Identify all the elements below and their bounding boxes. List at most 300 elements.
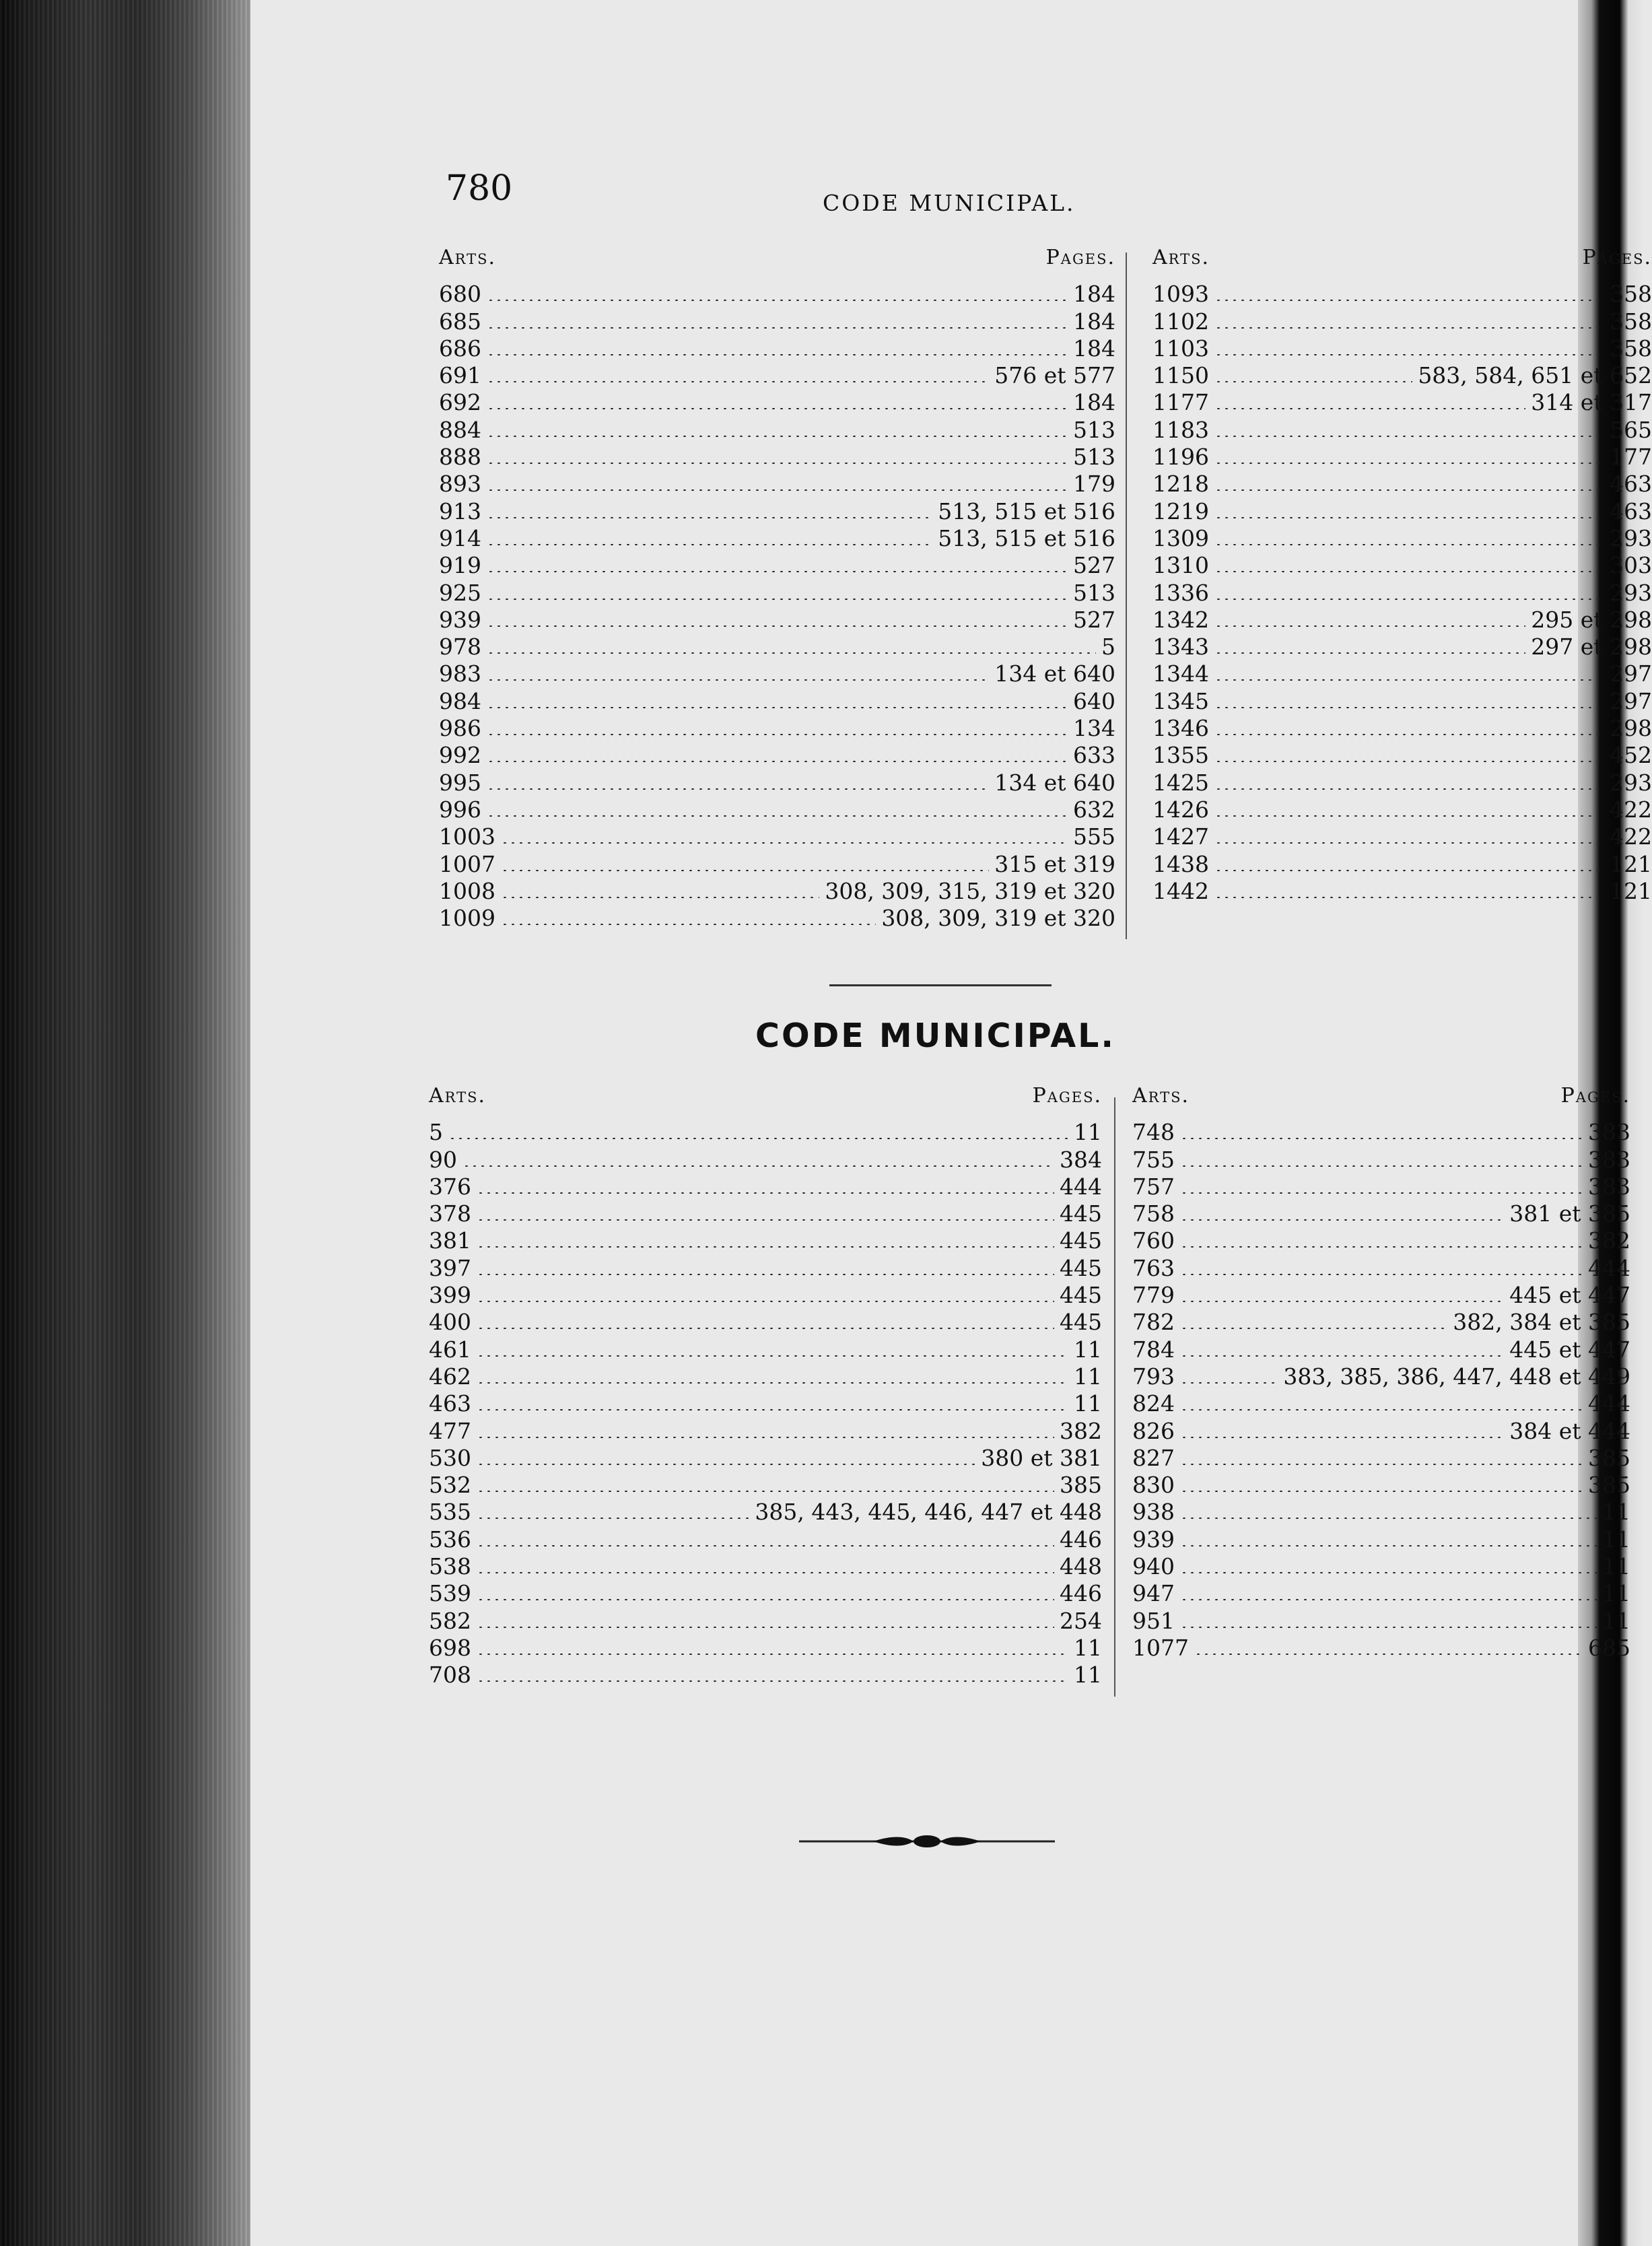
page-reference: 179 <box>1073 471 1115 498</box>
article-number: 692 <box>439 389 481 416</box>
article-number: 1342 <box>1152 606 1209 633</box>
article-number: 378 <box>429 1200 471 1227</box>
index-row <box>429 1363 1102 1390</box>
dot-leader <box>477 1437 1054 1438</box>
article-number: 784 <box>1132 1336 1175 1363</box>
page-reference: 254 <box>1060 1607 1102 1634</box>
article-number: 884 <box>439 416 481 443</box>
article-number: 779 <box>1132 1282 1175 1309</box>
page-reference: 11 <box>1074 1634 1102 1661</box>
page-reference: 11 <box>1602 1526 1630 1553</box>
dot-leader <box>487 571 1068 572</box>
page-reference: 380 et 381 <box>981 1444 1102 1471</box>
dot-leader <box>1214 354 1604 355</box>
index-row <box>429 1146 1102 1173</box>
index-row <box>1152 796 1652 823</box>
index-row <box>1152 335 1652 362</box>
page-reference: 513 <box>1073 416 1115 443</box>
article-number: 90 <box>429 1146 457 1173</box>
page-reference: 293 <box>1610 579 1652 606</box>
article-number: 755 <box>1132 1146 1175 1173</box>
page-reference: 134 <box>1073 715 1115 742</box>
page-reference: 11 <box>1602 1607 1630 1634</box>
index-row <box>439 416 1115 443</box>
index-row <box>1132 1553 1630 1580</box>
page-reference: 452 <box>1610 742 1652 769</box>
index-row <box>439 471 1115 498</box>
article-number: 1309 <box>1152 524 1209 551</box>
article-number: 951 <box>1132 1607 1175 1634</box>
article-number: 758 <box>1132 1200 1175 1227</box>
dot-leader <box>1214 707 1604 708</box>
index-row <box>439 579 1115 606</box>
page-reference: 184 <box>1073 308 1115 335</box>
dot-leader <box>1214 463 1604 464</box>
page-reference: 381 et 385 <box>1509 1200 1630 1227</box>
article-number: 1102 <box>1152 308 1209 335</box>
dot-leader <box>1180 1409 1583 1410</box>
page-reference: 295 et 298 <box>1531 606 1652 633</box>
page-reference: 385, 443, 445, 446, 447 et 448 <box>755 1499 1102 1526</box>
dot-leader <box>501 924 876 925</box>
article-number: 914 <box>439 524 481 551</box>
dot-leader <box>1214 381 1412 382</box>
dot-leader <box>477 1382 1068 1384</box>
article-number: 680 <box>439 281 481 308</box>
article-number: 983 <box>439 660 481 687</box>
pages-header: Pages. <box>1560 1084 1630 1108</box>
article-number: 1218 <box>1152 471 1209 498</box>
dot-leader <box>1214 842 1604 844</box>
page-reference: 445 et 447 <box>1509 1336 1630 1363</box>
article-number: 1346 <box>1152 715 1209 742</box>
index-row <box>439 498 1115 524</box>
page-reference: 444 <box>1588 1390 1630 1417</box>
page-reference: 444 <box>1588 1254 1630 1281</box>
page-reference: 384 et 444 <box>1509 1417 1630 1444</box>
dot-leader <box>1214 734 1604 735</box>
article-number: 830 <box>1132 1472 1175 1499</box>
page-reference: 583, 584, 651 et 652 <box>1418 362 1652 389</box>
article-number: 1196 <box>1152 444 1209 471</box>
page-reference: 685 <box>1588 1634 1630 1661</box>
top-right-column <box>1152 246 1652 905</box>
index-row <box>439 715 1115 742</box>
article-number: 1425 <box>1152 769 1209 796</box>
index-row <box>1132 1526 1630 1553</box>
dot-leader <box>1180 1192 1583 1194</box>
page-reference: 445 et 447 <box>1509 1282 1630 1309</box>
article-number: 1336 <box>1152 579 1209 606</box>
dot-leader <box>487 788 989 790</box>
dot-leader <box>477 1301 1054 1302</box>
article-number: 925 <box>439 579 481 606</box>
index-row <box>1152 498 1652 524</box>
index-row <box>1152 715 1652 742</box>
article-number: 984 <box>439 687 481 714</box>
article-number: 539 <box>429 1580 471 1607</box>
page-reference: 297 <box>1610 687 1652 714</box>
article-number: 939 <box>439 606 481 633</box>
dot-leader <box>477 1464 975 1465</box>
article-number: 530 <box>429 1444 471 1471</box>
page-reference: 11 <box>1074 1336 1102 1363</box>
index-row <box>439 850 1115 877</box>
book-page <box>250 0 1652 2246</box>
article-number: 462 <box>429 1363 471 1390</box>
article-number: 1426 <box>1152 796 1209 823</box>
article-number: 1183 <box>1152 416 1209 443</box>
column-header <box>1152 246 1652 281</box>
page-reference: 184 <box>1073 389 1115 416</box>
page-reference: 382 <box>1060 1417 1102 1444</box>
article-number: 748 <box>1132 1119 1175 1146</box>
article-number: 698 <box>429 1634 471 1661</box>
index-row <box>439 823 1115 850</box>
dot-leader <box>501 842 1068 844</box>
index-row <box>1132 1390 1630 1417</box>
page-reference: 422 <box>1610 823 1652 850</box>
dot-leader <box>1180 1355 1504 1357</box>
dot-leader <box>477 1192 1054 1194</box>
dot-leader <box>1180 1274 1583 1275</box>
article-number: 995 <box>439 769 481 796</box>
dot-leader <box>1180 1627 1597 1628</box>
index-row <box>429 1254 1102 1281</box>
page-reference: 303 <box>1610 552 1652 579</box>
index-row <box>1152 552 1652 579</box>
dot-leader <box>477 1572 1054 1573</box>
column-divider <box>1114 1097 1115 1697</box>
page-reference: 382, 384 et 385 <box>1453 1309 1630 1336</box>
index-row <box>439 607 1115 634</box>
dot-leader <box>462 1165 1054 1167</box>
page-reference: 11 <box>1602 1499 1630 1526</box>
article-number: 1438 <box>1152 850 1209 877</box>
article-number: 5 <box>429 1119 443 1146</box>
index-row <box>429 1499 1102 1526</box>
index-row <box>1152 444 1652 471</box>
index-row <box>439 552 1115 579</box>
article-number: 1343 <box>1152 634 1209 660</box>
dot-leader <box>477 1409 1068 1410</box>
article-number: 397 <box>429 1254 471 1281</box>
index-row <box>429 1580 1102 1607</box>
page-reference: 358 <box>1610 335 1652 362</box>
index-row <box>1132 1472 1630 1499</box>
page-reference: 315 et 319 <box>994 850 1115 877</box>
index-row <box>1152 471 1652 498</box>
article-number: 992 <box>439 742 481 769</box>
page-reference: 293 <box>1610 524 1652 551</box>
index-row <box>1152 607 1652 634</box>
arts-header: Arts. <box>429 1084 487 1108</box>
page-reference: 297 et 298 <box>1531 634 1652 660</box>
dot-leader <box>448 1138 1068 1139</box>
index-row <box>1132 1336 1630 1363</box>
article-number: 1103 <box>1152 335 1209 362</box>
dot-leader <box>1180 1464 1583 1465</box>
index-rows <box>429 1119 1102 1689</box>
dot-leader <box>1214 788 1604 790</box>
page-reference: 422 <box>1610 796 1652 823</box>
article-number: 477 <box>429 1417 471 1444</box>
article-number: 1150 <box>1152 362 1209 389</box>
dot-leader <box>487 300 1068 301</box>
index-row <box>1132 1173 1630 1200</box>
page-reference: 527 <box>1073 606 1115 633</box>
index-row <box>429 1390 1102 1417</box>
dot-leader <box>1180 1165 1583 1167</box>
page-reference: 298 <box>1610 715 1652 742</box>
article-number: 826 <box>1132 1417 1175 1444</box>
index-row <box>1132 1254 1630 1281</box>
page-reference: 134 et 640 <box>994 660 1115 687</box>
index-row <box>1152 687 1652 714</box>
article-number: 824 <box>1132 1390 1175 1417</box>
dot-leader <box>487 761 1068 762</box>
dot-leader <box>1214 815 1604 817</box>
page-reference: 633 <box>1073 742 1115 769</box>
article-number: 536 <box>429 1526 471 1553</box>
article-number: 1442 <box>1152 877 1209 904</box>
dot-leader <box>1180 1138 1583 1139</box>
top-left-column <box>439 246 1115 932</box>
page-reference: 11 <box>1602 1580 1630 1607</box>
pages-header: Pages. <box>1045 246 1115 269</box>
article-number: 1427 <box>1152 823 1209 850</box>
index-row <box>1152 389 1652 416</box>
dot-leader <box>487 625 1068 627</box>
column-header <box>429 1084 1102 1119</box>
pages-header: Pages. <box>1032 1084 1102 1108</box>
index-row <box>429 1662 1102 1689</box>
article-number: 939 <box>1132 1526 1175 1553</box>
page-reference: 358 <box>1610 308 1652 335</box>
page-reference: 446 <box>1060 1580 1102 1607</box>
index-row <box>1132 1607 1630 1634</box>
index-row <box>1152 281 1652 308</box>
index-row <box>439 308 1115 335</box>
page-reference: 121 <box>1610 850 1652 877</box>
article-number: 686 <box>439 335 481 362</box>
page-reference: 134 et 640 <box>994 769 1115 796</box>
index-row <box>1152 579 1652 606</box>
article-number: 1219 <box>1152 498 1209 524</box>
article-number: 1093 <box>1152 281 1209 308</box>
section-title: CODE MUNICIPAL. <box>755 1017 1115 1055</box>
page-reference: 11 <box>1074 1363 1102 1390</box>
column-divider <box>1126 252 1127 939</box>
dot-leader <box>1194 1654 1583 1655</box>
arts-header: Arts. <box>439 246 497 269</box>
page-reference: 184 <box>1073 281 1115 308</box>
index-row <box>429 1526 1102 1553</box>
dot-leader <box>1214 544 1604 545</box>
page-reference: 513 <box>1073 444 1115 471</box>
running-head: CODE MUNICIPAL. <box>823 190 1076 216</box>
article-number: 996 <box>439 796 481 823</box>
page-reference: 358 <box>1610 281 1652 308</box>
index-row <box>429 1282 1102 1309</box>
article-number: 1355 <box>1152 742 1209 769</box>
index-row <box>439 335 1115 362</box>
dot-leader <box>477 1654 1068 1655</box>
page-reference: 11 <box>1074 1662 1102 1689</box>
index-row <box>439 525 1115 552</box>
dot-leader <box>487 652 1096 654</box>
page-reference: 297 <box>1610 660 1652 687</box>
dot-leader <box>487 463 1068 464</box>
page-reference: 445 <box>1060 1227 1102 1254</box>
index-row <box>1132 1635 1630 1662</box>
article-number: 1077 <box>1132 1634 1189 1661</box>
index-row <box>429 1445 1102 1472</box>
dot-leader <box>1214 679 1604 681</box>
dot-leader <box>1214 652 1525 654</box>
article-number: 538 <box>429 1553 471 1580</box>
article-number: 978 <box>439 634 481 660</box>
page-reference: 383 <box>1588 1173 1630 1200</box>
article-number: 1344 <box>1152 660 1209 687</box>
index-rows <box>1152 281 1652 905</box>
article-number: 1177 <box>1152 389 1209 416</box>
index-row <box>429 1173 1102 1200</box>
dot-leader <box>1214 489 1604 491</box>
page-reference: 385 <box>1588 1472 1630 1499</box>
article-number: 1009 <box>439 905 495 932</box>
page-reference: 121 <box>1610 877 1652 904</box>
top-index-table <box>439 246 1652 946</box>
dot-leader <box>487 599 1068 600</box>
dot-leader <box>487 354 1068 355</box>
article-number: 1008 <box>439 877 495 904</box>
page-reference: 576 et 577 <box>994 362 1115 389</box>
page-reference: 513 <box>1073 579 1115 606</box>
dot-leader <box>1180 1518 1597 1519</box>
index-row <box>1152 308 1652 335</box>
dot-leader <box>477 1328 1054 1329</box>
dot-leader <box>1214 408 1525 409</box>
dot-leader <box>487 815 1068 817</box>
dot-leader <box>501 897 819 898</box>
page-reference: 177 <box>1610 444 1652 471</box>
dot-leader <box>1214 327 1604 329</box>
page-reference: 11 <box>1074 1390 1102 1417</box>
index-row <box>1152 362 1652 389</box>
page-reference: 445 <box>1060 1309 1102 1336</box>
dot-leader <box>1214 300 1604 301</box>
page-reference: 11 <box>1602 1553 1630 1580</box>
article-number: 708 <box>429 1662 471 1689</box>
article-number: 461 <box>429 1336 471 1363</box>
dot-leader <box>477 1599 1054 1600</box>
page-reference: 385 <box>1588 1444 1630 1471</box>
dot-leader <box>477 1355 1068 1357</box>
article-number: 947 <box>1132 1580 1175 1607</box>
index-row <box>1132 1363 1630 1390</box>
page-reference: 445 <box>1060 1282 1102 1309</box>
page-reference: 444 <box>1060 1173 1102 1200</box>
article-number: 757 <box>1132 1173 1175 1200</box>
index-row <box>439 905 1115 932</box>
article-number: 376 <box>429 1173 471 1200</box>
dot-leader <box>477 1219 1054 1221</box>
article-number: 940 <box>1132 1553 1175 1580</box>
dot-leader <box>477 1518 749 1519</box>
article-number: 399 <box>429 1282 471 1309</box>
dot-leader <box>477 1680 1068 1682</box>
column-header <box>439 246 1115 281</box>
dot-leader <box>487 381 989 382</box>
article-number: 381 <box>429 1227 471 1254</box>
article-number: 763 <box>1132 1254 1175 1281</box>
page-reference: 384 <box>1060 1146 1102 1173</box>
article-number: 893 <box>439 471 481 498</box>
page-number: 780 <box>446 168 513 209</box>
dot-leader <box>1180 1219 1504 1221</box>
page-reference: 385 <box>1060 1472 1102 1499</box>
index-row <box>1152 660 1652 687</box>
page-reference: 293 <box>1610 769 1652 796</box>
index-row <box>429 1200 1102 1227</box>
article-number: 793 <box>1132 1363 1175 1390</box>
dot-leader <box>1214 436 1604 437</box>
dot-leader <box>477 1491 1054 1492</box>
dot-leader <box>487 327 1068 329</box>
dot-leader <box>1214 897 1604 898</box>
index-row <box>429 1472 1102 1499</box>
article-number: 582 <box>429 1607 471 1634</box>
index-row <box>439 660 1115 687</box>
dot-leader <box>1180 1437 1504 1438</box>
page-reference: 446 <box>1060 1526 1102 1553</box>
dot-leader <box>477 1545 1054 1546</box>
index-row <box>429 1227 1102 1254</box>
pages-header: Pages. <box>1582 246 1652 269</box>
dot-leader <box>477 1627 1054 1628</box>
page-reference: 11 <box>1074 1119 1102 1146</box>
index-row <box>1152 525 1652 552</box>
article-number: 888 <box>439 444 481 471</box>
index-row <box>1132 1282 1630 1309</box>
page-reference: 513, 515 et 516 <box>938 498 1115 524</box>
index-row <box>439 742 1115 769</box>
ornament-divider-icon <box>799 1831 1055 1851</box>
page-reference: 448 <box>1060 1553 1102 1580</box>
dot-leader <box>1180 1599 1597 1600</box>
article-number: 782 <box>1132 1309 1175 1336</box>
page-reference: 383 <box>1588 1146 1630 1173</box>
index-row <box>429 1309 1102 1336</box>
dot-leader <box>1180 1491 1583 1492</box>
article-number: 760 <box>1132 1227 1175 1254</box>
dot-leader <box>487 707 1068 708</box>
dot-leader <box>1180 1545 1597 1546</box>
index-row <box>429 1607 1102 1634</box>
index-row <box>429 1417 1102 1444</box>
index-row <box>439 389 1115 416</box>
dot-leader <box>487 489 1068 491</box>
dot-leader <box>487 517 932 518</box>
index-row <box>1132 1119 1630 1146</box>
index-row <box>439 444 1115 471</box>
dot-leader <box>1214 625 1525 627</box>
dot-leader <box>487 408 1068 409</box>
article-number: 919 <box>439 552 481 579</box>
dot-leader <box>477 1246 1054 1248</box>
index-row <box>1132 1200 1630 1227</box>
